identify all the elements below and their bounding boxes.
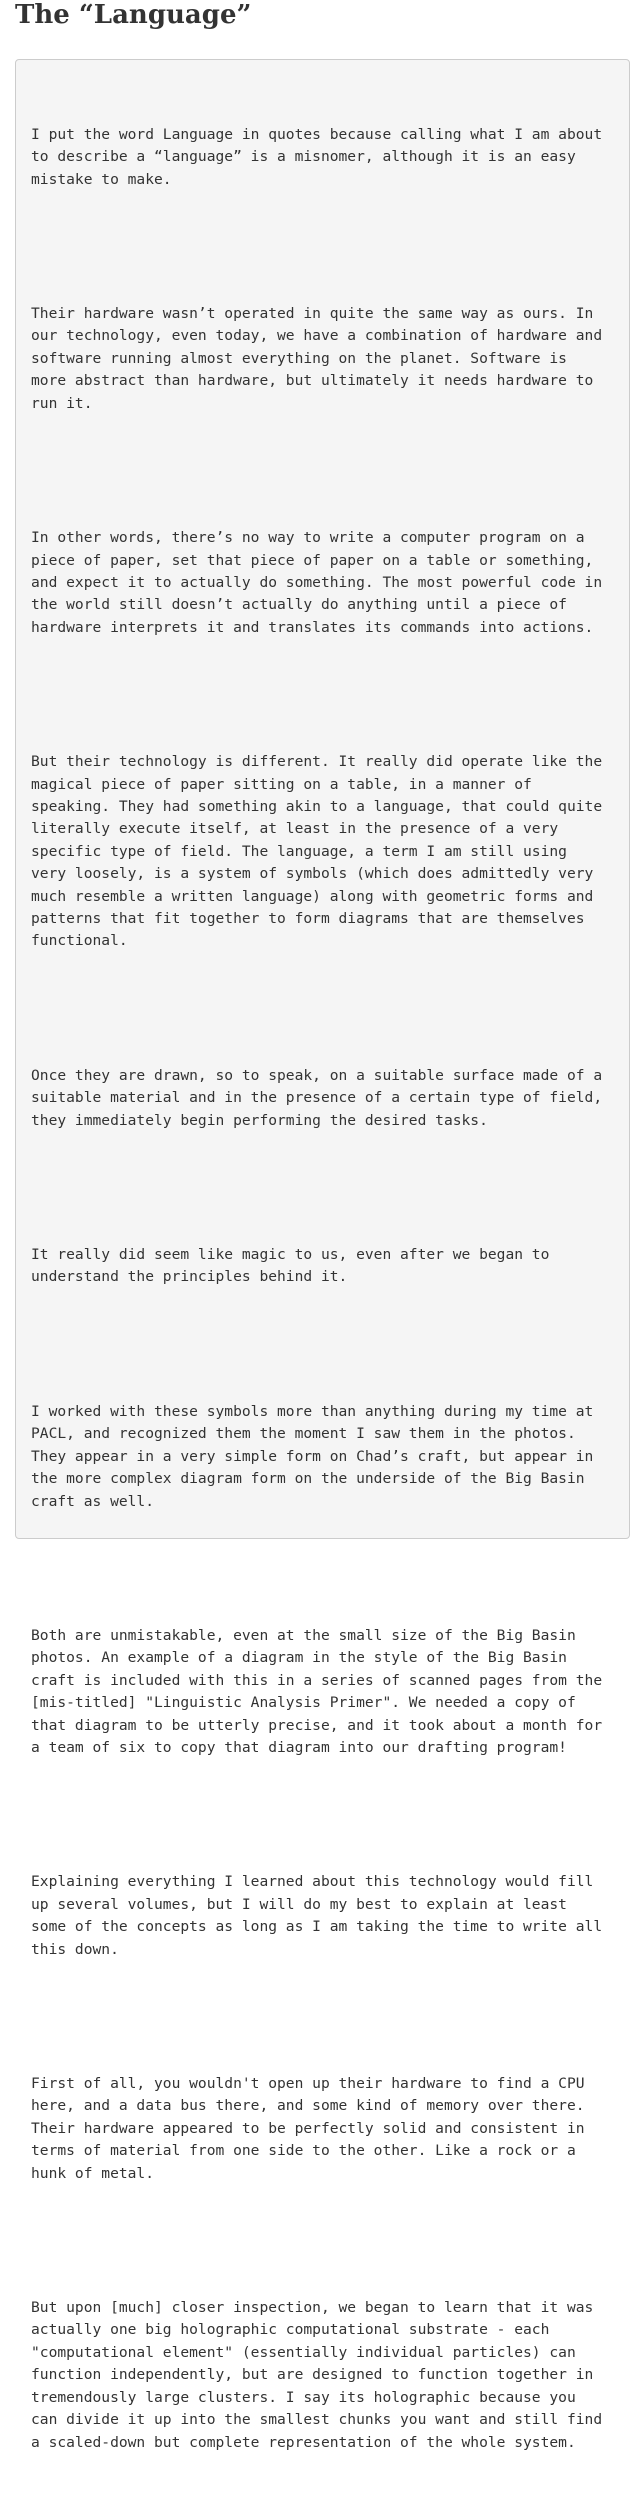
paragraph: I put the word Language in quotes because calling what I am about to describe a “language” is a misnomer, although it is an easy mistake to make. xyxy=(31,125,603,188)
paragraph: Once they are drawn, so to speak, on a suitable surface made of a suitable material and in the presence of a certain type of field, they immediately begin performing the desired tasks. xyxy=(31,1066,603,1129)
preformatted-text xyxy=(31,79,629,2499)
paragraph-gap xyxy=(31,2006,629,2028)
paragraph: Their hardware wasn’t operated in quite the same way as ours. In our technology, even today, we have a combination of hardware and software running almost everything on the planet. Software is more abstract than hardware, but ultimately it needs hardware to run it. xyxy=(31,305,603,412)
preformatted-text-block xyxy=(15,59,630,2451)
paragraph: Explaining everything I learned about this technology would fill up several volumes, but I will do my best to explain at least some of the concepts as long as I am taking the time to write all this down. xyxy=(31,1873,603,1958)
paragraph-gap xyxy=(31,1804,629,1826)
paragraph: I worked with these symbols more than anything during my time at PACL, and recognized them the moment I saw them in the photos. They appear in a very simple form on Chad’s craft, but appear in the more complex diagram form on the underside of the Big Basin craft as well. xyxy=(31,1402,594,1510)
paragraph-gap xyxy=(31,460,629,482)
paragraph-gap xyxy=(31,236,629,258)
paragraph: First of all, you wouldn't open up their hardware to find a CPU here, and a data bus there, and some kind of memory over there. Their hardware appeared to be perfectly solid and consistent in terms of material from one side to the other. Like a rock or a hunk of metal. xyxy=(31,2075,585,2182)
page-title: The “Language” xyxy=(15,0,252,30)
paragraph: But upon [much] closer inspection, we began to learn that it was actually one big holographic computational substrate - each "computational element" (essentially individual particles) can function independently, but are designed to function together in tremendously large clusters. I say its holographic because you can divide it up into the smallest chunks you want and still find a scaled-down but complete representation of the whole system. xyxy=(31,2299,603,2451)
paragraph-gap xyxy=(31,1558,629,1580)
paragraph-gap xyxy=(31,2230,629,2252)
paragraph: But their technology is different. It really did operate like the magical piece of paper sitting on a table, in a manner of speaking. They had something akin to a language, that could quite literally execute itself, at least in the presence of a very specific type of field. The language, a term I am still using very loosely, is a system of symbols (which does admittedly very much resemble a written language) along with geometric forms and patterns that fit together to form diagrams that are themselves functional. xyxy=(31,753,603,950)
paragraph: Both are unmistakable, even at the small size of the Big Basin photos. An example of a diagram in the style of the Big Basin craft is included with this in a series of scanned pages from the [mis-titled] "Linguistic Analysis Primer". We needed a copy of that diagram to be utterly precise, and it took about a month for a team of six to copy that diagram into our drafting program! xyxy=(31,1626,603,1756)
paragraph-gap xyxy=(31,684,629,706)
paragraph-gap xyxy=(31,998,629,1020)
paragraph: In other words, there’s no way to write a computer program on a piece of paper, set that piece of paper on a table or something, and expect it to actually do something. The most powerful code in the world still doesn’t actually do anything until a piece of hardware interprets it and translates its commands into actions. xyxy=(31,529,603,636)
paragraph-gap xyxy=(31,1177,629,1199)
paragraph: It really did seem like magic to us, even after we began to understand the principles behind it. xyxy=(31,1246,550,1286)
paragraph-gap xyxy=(31,1334,629,1356)
